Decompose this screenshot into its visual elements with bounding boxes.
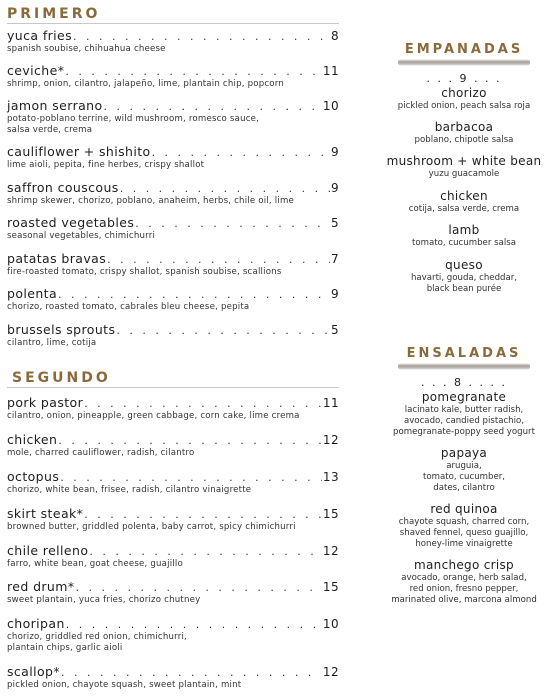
dot-leader: [116, 323, 330, 338]
menu-item-name: chicken: [440, 189, 488, 203]
section-title-primero: PRIMERO: [7, 6, 101, 22]
menu-item-description: chorizo, roasted tomato, cabrales bleu cheese, pepita: [7, 302, 250, 312]
menu-item-name: choripan: [7, 616, 65, 631]
menu-item: [7, 63, 339, 90]
section-divider: [7, 23, 339, 24]
menu-item-description: seasonal vegetables, chimichurri: [7, 231, 156, 241]
menu-item-description: salsa verde, crema: [7, 125, 93, 135]
menu-item-name: octopus: [7, 469, 60, 484]
ensaladas-item-list: [382, 390, 546, 606]
dot-leader: [107, 252, 330, 267]
menu-item-description: avocado, candied pistachio,: [403, 416, 525, 426]
menu-item-description: honey-lime vinaigrette: [415, 539, 513, 549]
menu-item: [7, 543, 339, 570]
menu-item-name: brussels sprouts: [7, 322, 116, 337]
menu-item-price: 9: [330, 181, 339, 195]
menu-item-description: shrimp skewer, chorizo, poblano, anaheim, herbs, chile oil, lime: [7, 196, 295, 206]
menu-item-description: mole, charred cauliflower, radish, cilantro: [7, 448, 195, 458]
section-title-segundo: SEGUNDO: [12, 370, 111, 386]
dot-leader: [65, 64, 322, 79]
menu-item-name: yuca fries: [7, 28, 73, 43]
menu-item-description: cilantro, onion, pineapple, green cabbage, corn cake, lime crema: [7, 411, 300, 421]
menu-item-description: browned butter, griddled polenta, baby carrot, spicy chimichurri: [7, 522, 296, 532]
menu-item: [382, 120, 546, 146]
dot-leader: [89, 544, 322, 559]
menu-item: [7, 664, 339, 691]
menu-item-header: [7, 251, 339, 267]
menu-item-name: papaya: [440, 446, 488, 460]
menu-item-name: skirt steak*: [7, 506, 84, 521]
menu-item-name: queso: [445, 258, 483, 272]
menu-item-description: pickled onion, chayote squash, sweet plantain, mint: [7, 680, 242, 690]
dot-leader: [152, 145, 330, 160]
menu-item-name: barbacoa: [434, 120, 494, 134]
menu-item-header: [7, 395, 339, 411]
menu-item-name: ceviche*: [7, 63, 65, 78]
menu-item-header: [7, 664, 339, 680]
menu-item-name: red drum*: [7, 579, 75, 594]
menu-item-name: polenta: [7, 286, 58, 301]
dot-leader: [135, 216, 330, 231]
menu-item-description: black bean purée: [426, 284, 502, 294]
empanadas-item-list: [382, 86, 546, 295]
menu-item-description: avocado, orange, herb salad,: [401, 573, 527, 583]
menu-item-price: 10: [322, 617, 339, 631]
menu-item-name: mushroom + white bean: [386, 154, 542, 168]
menu-item-description: shrimp, onion, cilantro, jalapeño, lime, plantain chip, popcorn: [7, 79, 284, 89]
menu-item-description: sweet plantain, yuca fries, chorizo chutney: [7, 595, 201, 605]
menu-item-name: pomegranate: [421, 390, 507, 404]
empanadas-section: [382, 38, 546, 295]
menu-item-description: shaved fennel, queso guajillo,: [399, 528, 529, 538]
menu-item: [7, 215, 339, 242]
dot-leader: [60, 470, 322, 485]
brush-stroke-divider: [398, 363, 530, 370]
menu-item-name: chile relleno: [7, 543, 89, 558]
menu-item-price: 5: [330, 216, 339, 230]
ensaladas-price: . . . 8 . . . .: [421, 376, 507, 389]
menu-item-description: farro, white bean, goat cheese, guajillo: [7, 559, 183, 569]
menu-item-description: marinated olive, marcona almond: [391, 595, 537, 605]
menu-item-header: [7, 469, 339, 485]
menu-item: [7, 432, 339, 459]
menu-item-price: 8: [330, 29, 339, 43]
brush-stroke-divider: [398, 59, 530, 66]
menu-item: [7, 506, 339, 533]
empanadas-price: . . . 9 . . .: [426, 72, 502, 85]
dot-leader: [104, 99, 322, 114]
menu-item-description: potato-poblano terrine, wild mushroom, romesco sauce,: [7, 114, 260, 124]
menu-item-header: [7, 579, 339, 595]
menu-item-name: patatas bravas: [7, 251, 107, 266]
menu-item-name: chorizo: [441, 86, 487, 100]
menu-item: [7, 469, 339, 496]
menu-item-description: pomegranate-poppy seed yogurt: [393, 427, 535, 437]
dot-leader: [120, 181, 330, 196]
menu-item: [382, 446, 546, 494]
segundo-item-list: [7, 395, 339, 691]
menu-item-description: cilantro, lime, cotija: [7, 338, 97, 348]
menu-item: [7, 144, 339, 171]
menu-item: [7, 98, 339, 136]
menu-item: [7, 251, 339, 278]
menu-item-description: lime aioli, pepita, fine herbes, crispy shallot: [7, 160, 205, 170]
menu-item-name: red quinoa: [430, 502, 498, 516]
dot-leader: [84, 396, 322, 411]
menu-item: [7, 28, 339, 55]
section-divider: [7, 387, 339, 388]
menu-item-price: 15: [322, 580, 339, 594]
menu-item: [382, 189, 546, 215]
menu-item-header: [7, 144, 339, 160]
menu-item-price: 12: [322, 433, 339, 447]
menu-item-price: 15: [322, 507, 339, 521]
menu-item-description: fire-roasted tomato, crispy shallot, spanish soubise, scallions: [7, 267, 282, 277]
menu-item-price: 5: [330, 323, 339, 337]
menu-item-name: roasted vegetables: [7, 215, 135, 230]
menu-item: [7, 395, 339, 422]
menu-item-price: 12: [322, 544, 339, 558]
menu-item: [7, 616, 339, 654]
menu-item: [382, 154, 546, 180]
menu-item: [7, 579, 339, 606]
menu-item-header: [7, 616, 339, 632]
menu-item-description: chayote squash, charred corn,: [398, 517, 530, 527]
dot-leader: [73, 29, 330, 44]
menu-item-description: chorizo, white bean, frisee, radish, cilantro vinaigrette: [7, 485, 252, 495]
menu-item: [382, 86, 546, 112]
menu-item: [7, 180, 339, 207]
menu-item-description: poblano, chipotle salsa: [414, 135, 514, 145]
menu-item-header: [7, 432, 339, 448]
menu-item-description: tomato, cucumber,: [422, 472, 506, 482]
menu-item-price: 11: [322, 396, 339, 410]
dot-leader: [58, 287, 330, 302]
menu-item-header: [7, 215, 339, 231]
primero-item-list: [7, 28, 339, 349]
menu-item-description: havarti, gouda, cheddar,: [410, 273, 518, 283]
menu-item-name: lamb: [448, 223, 480, 237]
dot-leader: [84, 507, 322, 522]
section-title-empanadas: EMPANADAS: [404, 42, 524, 57]
menu-item-header: [7, 28, 339, 44]
menu-item-description: aruguia,: [446, 461, 482, 471]
dot-leader: [58, 433, 322, 448]
menu-item-header: [7, 286, 339, 302]
menu-item-price: 7: [330, 252, 339, 266]
menu-item-header: [7, 543, 339, 559]
menu-item-name: saffron couscous: [7, 180, 119, 195]
menu-item-description: chorizo, griddled red onion, chimichurri,: [7, 632, 187, 642]
menu-item-description: tomato, cucumber salsa: [412, 238, 516, 248]
menu-item-name: scallop*: [7, 664, 61, 679]
menu-item: [7, 322, 339, 349]
menu-item-name: chicken: [7, 432, 58, 447]
menu-item-price: 9: [330, 287, 339, 301]
menu-item-price: 10: [322, 99, 339, 113]
menu-item-name: jamon serrano: [7, 98, 103, 113]
menu-item-header: [7, 322, 339, 338]
menu-item-description: lacinato kale, butter radish,: [404, 405, 524, 415]
menu-item-header: [7, 180, 339, 196]
dot-leader: [66, 617, 322, 632]
menu-item-description: red onion, fresno pepper,: [409, 584, 519, 594]
menu-item-price: 11: [322, 64, 339, 78]
menu-item-price: 9: [330, 145, 339, 159]
dot-leader: [76, 580, 322, 595]
menu-item-price: 13: [322, 470, 339, 484]
menu-item-name: cauliflower + shishito: [7, 144, 151, 159]
dot-leader: [61, 665, 322, 680]
ensaladas-section: [382, 342, 546, 606]
menu-item-description: cotija, salsa verde, crema: [408, 204, 520, 214]
menu-item-header: [7, 63, 339, 79]
menu-item-name: pork pastor: [7, 395, 84, 410]
menu-item: [382, 258, 546, 295]
menu-item-description: plantain chips, garlic aioli: [7, 643, 123, 653]
menu-item-name: manchego crisp: [414, 558, 514, 572]
menu-item: [382, 502, 546, 550]
menu-item: [7, 286, 339, 313]
menu-item-description: yuzu guacamole: [428, 169, 500, 179]
menu-item-description: dates, cilantro: [433, 483, 495, 493]
menu-item-header: [7, 506, 339, 522]
menu-item-header: [7, 98, 339, 114]
menu-item: [382, 558, 546, 606]
section-title-ensaladas: ENSALADAS: [406, 346, 522, 361]
menu-item-description: pickled onion, peach salsa roja: [397, 101, 531, 111]
menu-item-price: 12: [322, 665, 339, 679]
menu-item: [382, 223, 546, 249]
menu-item: [382, 390, 546, 438]
menu-item-description: spanish soubise, chihuahua cheese: [7, 44, 166, 54]
